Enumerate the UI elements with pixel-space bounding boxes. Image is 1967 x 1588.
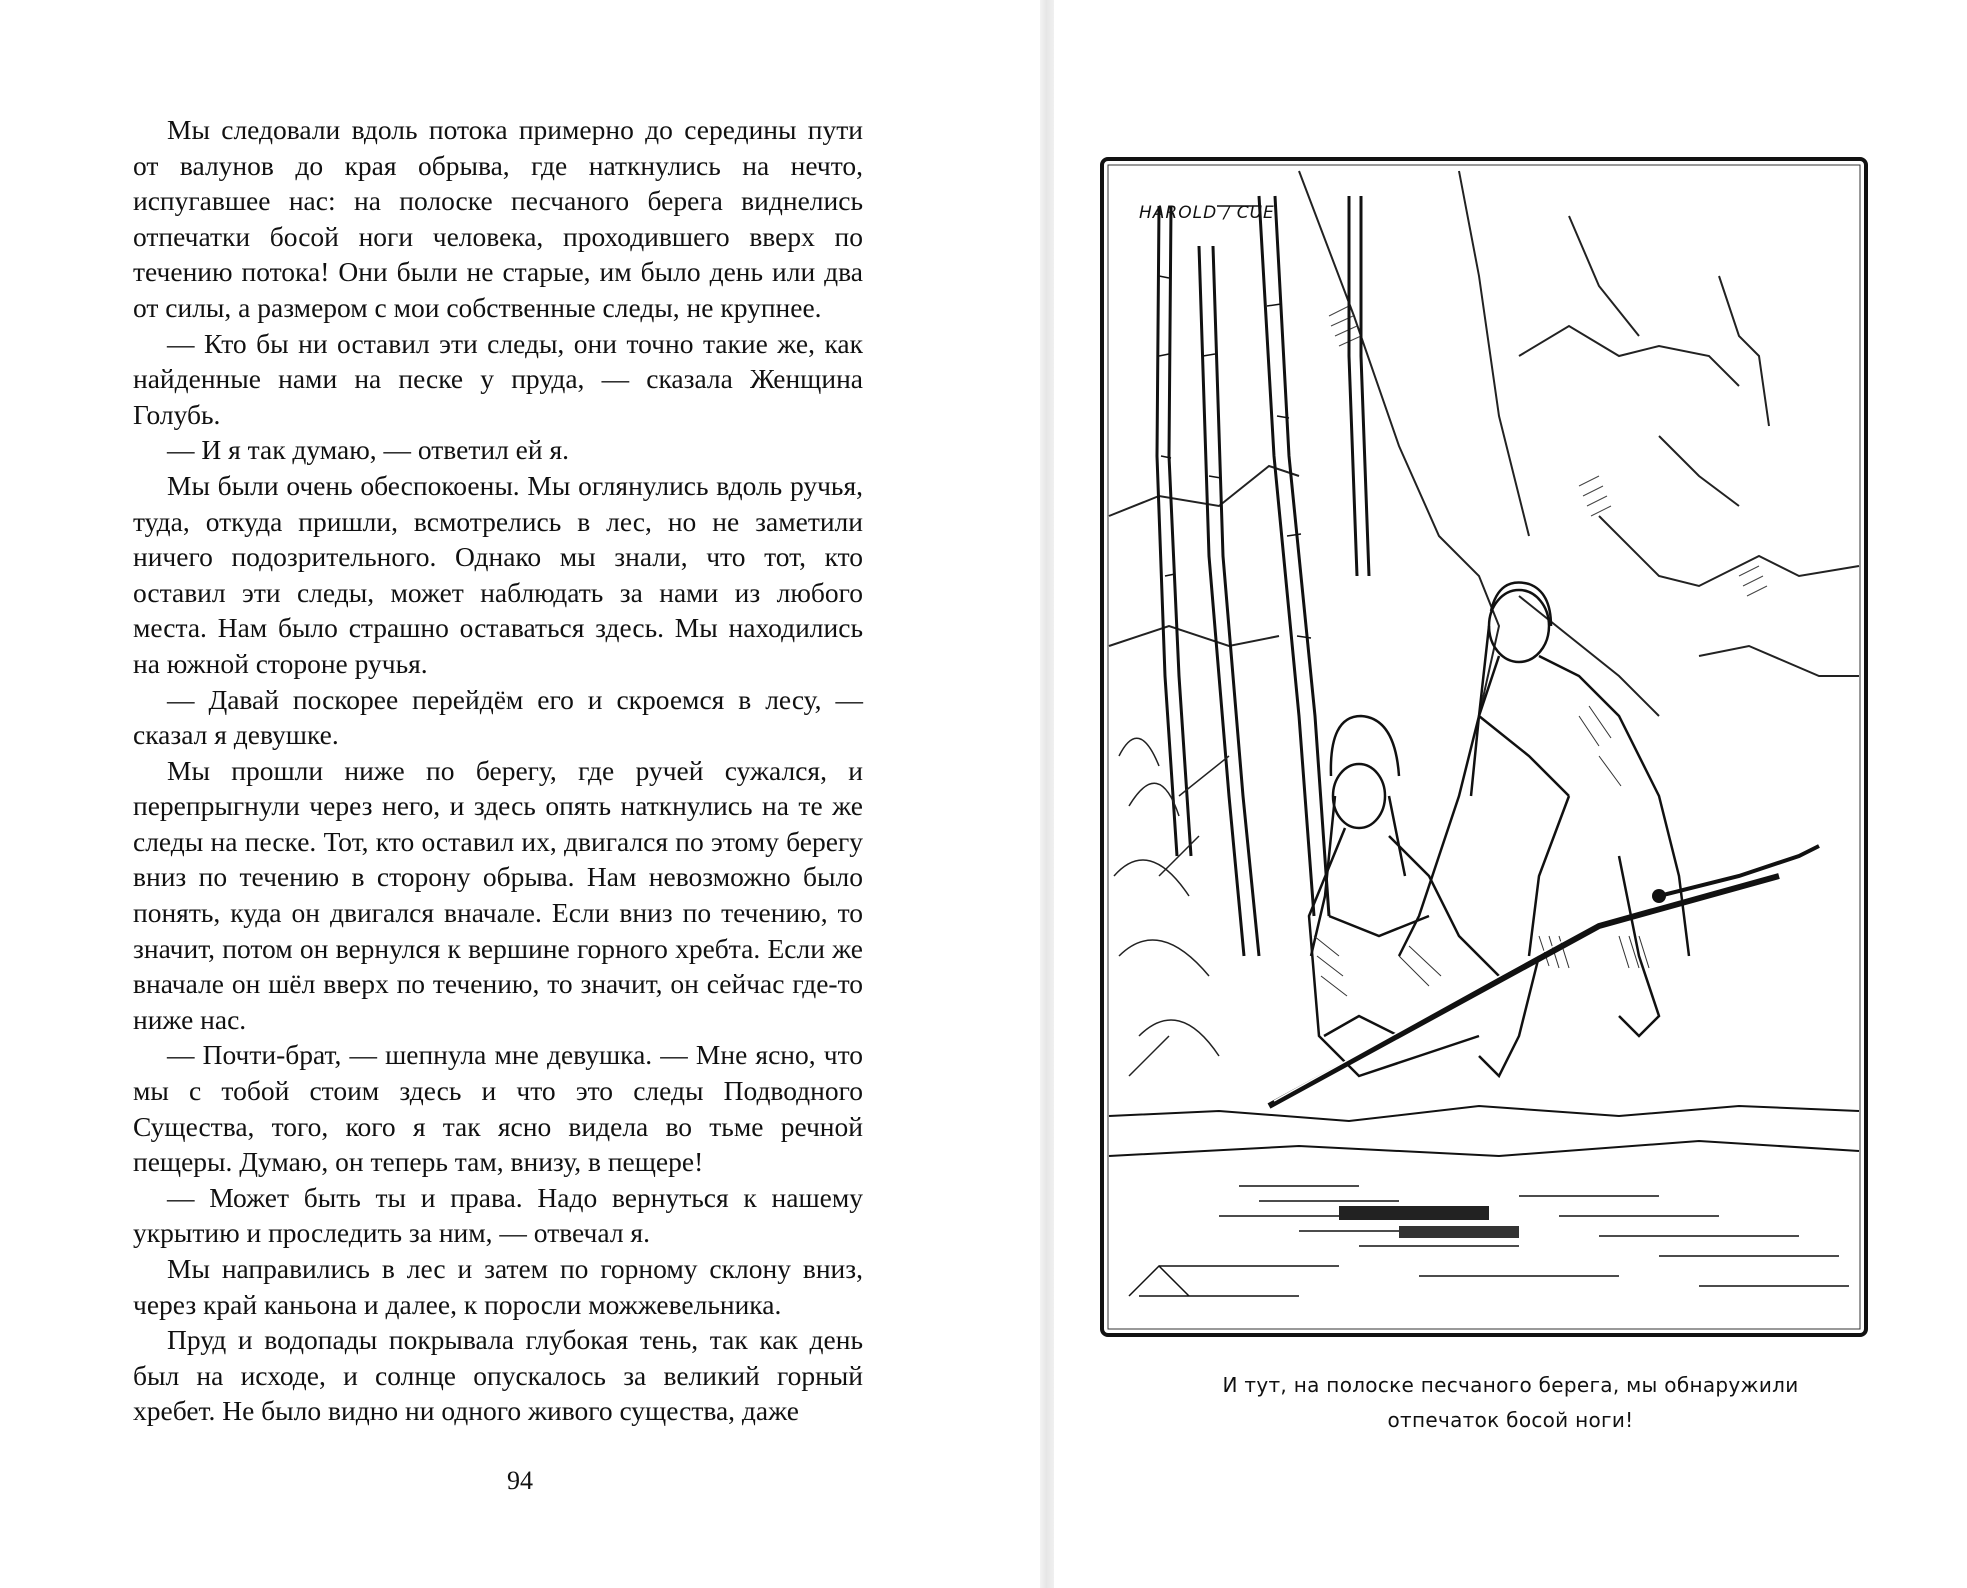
illustration-caption [1054,1368,1967,1438]
book-gutter [1040,0,1054,1588]
paragraph: Мы направились в лес и затем по горному склону вниз, через край каньона и далее, к поросли можжевельника. [133,1253,863,1320]
paragraph: — Кто бы ни оставил эти следы, они точно такие же, как найденные нами на песке у пруда, — сказала Женщина Голубь. [133,327,863,430]
page-number: 94 [507,1466,533,1495]
paragraph: — Почти-брат, — шепнула мне девушка. — Мне ясно, что мы с тобой стоим здесь и что это следы Подводного Существа, того, кого я так ясно видела во тьме речной пещеры. Думаю, он теперь там, внизу, в пещере! [133,1039,863,1178]
paragraph: Мы были очень обеспокоены. Мы оглянулись вдоль ручья, туда, откуда пришли, всмотрелись в лес, но не заметили ничего подозрительного. Однако мы знали, что тот, кто оставил эти следы, может наблюдать за нами из любого места. Нам было страшно оставаться здесь. Мы находились на южной стороне ручья. [133,469,863,679]
illustration [1099,156,1869,1338]
paragraph: — И я так думаю, — ответил ей я. [167,434,569,466]
body-text [133,112,863,1429]
paragraph: — Может быть ты и права. Надо вернуться к нашему укрытию и проследить за ним, — отвечал я. [133,1181,863,1249]
caption-line: отпечаток босой ноги! [1387,1408,1634,1432]
caption-line: И тут, на полоске песчаного берега, мы обнаружили [1222,1373,1799,1397]
paragraph: Мы прошли ниже по берегу, где ручей сужался, и перепрыгнули через него, и здесь опять наткнулись на те же следы на песке. Тот, кто оставил их, двигался по этому берегу вниз по течению в сторону обрыва. Нам невозможно было понять, куда он двигался вначале. Если вниз по течению, то значит, потом он вернулся к вершине горного хребта. Если же вначале он шёл вверх по течению, то значит, он сейчас где-то ниже нас. [133,754,863,1035]
signature-mark: HAROLD / CUE [1139,203,1275,223]
paragraph: Пруд и водопады покрывала глубокая тень, так как день был на исходе, и солнце опускалось за великий горный хребет. Не было видно ни одного живого существа, даже [133,1324,863,1427]
right-page [1054,0,1967,1588]
illustration-drawing [1099,156,1869,1338]
paragraph: Мы следовали вдоль потока примерно до середины пути от валунов до края обрыва, где наткнулись на нечто, испугавшее нас: на полоске песчаного берега виднелись отпечатки босой ноги человека, проходившего вверх по течению потока! Они были не старые, им было день или два от силы, а размером с мои собственные следы, не крупнее. [133,114,863,323]
paragraph: — Давай поскорее перейдём его и скроемся в лесу, — сказал я девушке. [133,683,863,751]
